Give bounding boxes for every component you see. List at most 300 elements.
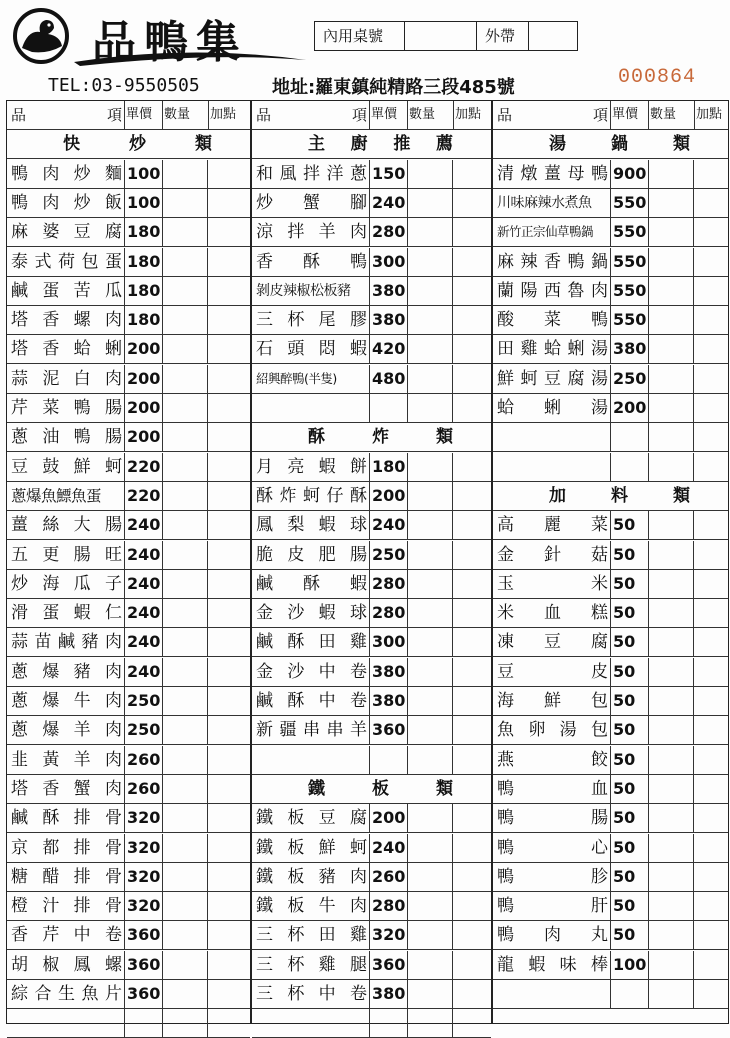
menu-item-price: 380	[370, 277, 408, 305]
extra-order-cell[interactable]	[453, 541, 491, 569]
extra-order-cell[interactable]	[453, 599, 491, 627]
menu-item-name	[493, 453, 611, 481]
extra-order-cell[interactable]	[208, 599, 250, 627]
quantity-cell[interactable]	[408, 394, 453, 422]
quantity-cell[interactable]	[649, 511, 694, 539]
extra-order-cell[interactable]	[208, 628, 250, 656]
extra-order-cell[interactable]	[453, 453, 491, 481]
quantity-cell[interactable]	[163, 570, 208, 598]
quantity-cell[interactable]	[163, 804, 208, 832]
menu-item-price: 200	[125, 335, 163, 363]
extra-order-cell[interactable]	[208, 863, 250, 891]
menu-item-row	[252, 599, 491, 628]
extra-order-cell[interactable]	[453, 658, 491, 686]
quantity-cell[interactable]	[649, 628, 694, 656]
menu-item-row	[7, 599, 250, 628]
extra-order-cell[interactable]	[694, 218, 728, 246]
extra-order-cell[interactable]	[453, 628, 491, 656]
extra-order-cell[interactable]	[208, 423, 250, 451]
extra-order-cell[interactable]	[208, 453, 250, 481]
menu-item-name: 韭 黃 羊 肉	[7, 746, 125, 774]
menu-item-price: 180	[125, 218, 163, 246]
extra-order-cell[interactable]	[694, 628, 728, 656]
menu-item-name	[7, 1009, 125, 1037]
menu-item-price: 180	[125, 248, 163, 276]
quantity-cell[interactable]	[163, 863, 208, 891]
menu-item-name: 三 杯 雞 腿	[252, 951, 370, 979]
quantity-cell[interactable]	[163, 511, 208, 539]
extra-order-cell[interactable]	[694, 599, 728, 627]
menu-item-name: 涼 拌 羊 肉	[252, 218, 370, 246]
extra-order-cell[interactable]	[694, 248, 728, 276]
extra-order-cell[interactable]	[453, 1009, 491, 1037]
extra-order-cell[interactable]	[453, 248, 491, 276]
menu-item-name: 米 血 糕	[493, 599, 611, 627]
quantity-cell[interactable]	[163, 834, 208, 862]
menu-item-price: 250	[370, 541, 408, 569]
quantity-cell[interactable]	[163, 160, 208, 188]
menu-item-price: 360	[370, 716, 408, 744]
menu-item-price: 150	[370, 160, 408, 188]
extra-order-cell[interactable]	[694, 687, 728, 715]
menu-item-name: 三 杯 中 卷	[252, 980, 370, 1008]
menu-item-row	[493, 863, 728, 892]
menu-item-name: 脆 皮 肥 腸	[252, 541, 370, 569]
quantity-cell[interactable]	[163, 423, 208, 451]
quantity-cell[interactable]	[649, 834, 694, 862]
quantity-cell[interactable]	[163, 482, 208, 510]
menu-item-name: 塔 香 蟹 肉	[7, 775, 125, 803]
extra-order-cell[interactable]	[208, 951, 250, 979]
menu-item-row	[493, 658, 728, 687]
menu-item-name: 和 風 拌 洋 蔥	[252, 160, 370, 188]
menu-item-name: 炒 海 瓜 子	[7, 570, 125, 598]
quantity-cell[interactable]	[649, 335, 694, 363]
menu-item-price: 200	[125, 365, 163, 393]
menu-item-price: 180	[370, 453, 408, 481]
quantity-cell[interactable]	[649, 248, 694, 276]
extra-order-cell[interactable]	[694, 453, 728, 481]
extra-order-cell[interactable]	[453, 570, 491, 598]
extra-order-cell[interactable]	[694, 541, 728, 569]
menu-item-name: 豆 皮	[493, 658, 611, 686]
quantity-cell[interactable]	[408, 1009, 453, 1037]
quantity-cell[interactable]	[408, 511, 453, 539]
extra-order-cell[interactable]	[694, 277, 728, 305]
menu-item-row	[7, 921, 250, 950]
quantity-cell[interactable]	[408, 863, 453, 891]
extra-order-cell[interactable]	[694, 394, 728, 422]
quantity-cell[interactable]	[408, 541, 453, 569]
quantity-cell[interactable]	[649, 189, 694, 217]
extra-order-cell[interactable]	[208, 482, 250, 510]
extra-order-cell[interactable]	[208, 306, 250, 334]
menu-column-2	[250, 101, 491, 1023]
menu-item-price: 900	[611, 160, 649, 188]
menu-item-name: 剝皮辣椒松板豬	[252, 277, 370, 305]
menu-item-price: 320	[125, 834, 163, 862]
extra-order-cell[interactable]	[208, 394, 250, 422]
menu-item-price: 50	[611, 863, 649, 891]
extra-order-cell[interactable]	[694, 160, 728, 188]
quantity-cell[interactable]	[163, 277, 208, 305]
extra-order-cell[interactable]	[453, 189, 491, 217]
quantity-cell[interactable]	[649, 306, 694, 334]
menu-item-price: 50	[611, 834, 649, 862]
menu-item-price: 320	[370, 921, 408, 949]
menu-item-row	[7, 775, 250, 804]
menu-item-row	[7, 980, 250, 1009]
extra-order-cell[interactable]	[208, 1009, 250, 1037]
quantity-cell[interactable]	[649, 716, 694, 744]
menu-item-row	[252, 160, 491, 189]
extra-order-cell[interactable]	[453, 746, 491, 774]
menu-item-name	[252, 746, 370, 774]
extra-order-cell[interactable]	[208, 511, 250, 539]
menu-item-name: 鴨 肝	[493, 892, 611, 920]
quantity-cell[interactable]	[408, 658, 453, 686]
menu-item-price: 200	[611, 394, 649, 422]
menu-item-name: 月 亮 蝦 餅	[252, 453, 370, 481]
order-serial-number: 000864	[618, 66, 697, 89]
quantity-cell[interactable]	[649, 863, 694, 891]
menu-item-row	[7, 423, 250, 452]
extra-order-cell[interactable]	[453, 892, 491, 920]
menu-item-row	[252, 834, 491, 863]
extra-order-cell[interactable]	[694, 834, 728, 862]
quantity-cell[interactable]	[649, 277, 694, 305]
menu-item-name: 香 芹 中 卷	[7, 921, 125, 949]
dine-in-label: 內用桌號	[315, 22, 405, 50]
menu-item-name: 胡 椒 鳳 螺	[7, 951, 125, 979]
menu-item-row	[252, 306, 491, 335]
menu-item-price: 180	[125, 306, 163, 334]
extra-order-cell[interactable]	[694, 863, 728, 891]
extra-order-cell[interactable]	[694, 306, 728, 334]
table-header-row	[493, 101, 728, 130]
menu-item-row	[493, 160, 728, 189]
quantity-cell[interactable]	[649, 160, 694, 188]
menu-item-price: 280	[370, 892, 408, 920]
quantity-cell[interactable]	[163, 541, 208, 569]
menu-item-row	[7, 687, 250, 716]
extra-order-cell[interactable]	[453, 160, 491, 188]
menu-item-name	[493, 423, 611, 451]
menu-item-price: 260	[125, 775, 163, 803]
quantity-cell[interactable]	[408, 365, 453, 393]
quantity-cell[interactable]	[408, 248, 453, 276]
extra-order-cell[interactable]	[453, 335, 491, 363]
quantity-cell[interactable]	[163, 335, 208, 363]
menu-item-row	[493, 921, 728, 950]
quantity-cell[interactable]	[163, 892, 208, 920]
menu-item-row	[252, 980, 491, 1009]
extra-order-cell[interactable]	[208, 892, 250, 920]
quantity-cell[interactable]	[163, 365, 208, 393]
quantity-cell[interactable]	[163, 1009, 208, 1037]
menu-item-name: 蔥 爆 羊 肉	[7, 716, 125, 744]
menu-item-price: 50	[611, 628, 649, 656]
extra-order-cell[interactable]	[208, 921, 250, 949]
extra-order-cell[interactable]	[694, 775, 728, 803]
quantity-cell[interactable]	[649, 687, 694, 715]
menu-item-name: 薑 絲 大 腸	[7, 511, 125, 539]
quantity-cell[interactable]	[408, 804, 453, 832]
menu-item-price: 50	[611, 599, 649, 627]
menu-item-price: 300	[370, 628, 408, 656]
quantity-cell[interactable]	[163, 218, 208, 246]
telephone: TEL:03-9550505	[48, 75, 200, 96]
menu-item-name: 五 更 腸 旺	[7, 541, 125, 569]
extra-order-cell[interactable]	[208, 570, 250, 598]
menu-item-row	[493, 365, 728, 394]
extra-order-cell[interactable]	[453, 951, 491, 979]
menu-column-3	[491, 101, 728, 1023]
menu-item-price: 200	[125, 423, 163, 451]
quantity-cell[interactable]	[408, 599, 453, 627]
extra-order-cell[interactable]	[694, 335, 728, 363]
extra-order-cell[interactable]	[694, 980, 728, 1008]
extra-order-cell[interactable]	[694, 892, 728, 920]
extra-order-cell[interactable]	[453, 863, 491, 891]
menu-item-name: 酸 菜 鴨	[493, 306, 611, 334]
menu-item-row	[7, 892, 250, 921]
menu-item-name: 蘭 陽 西 魯 肉	[493, 277, 611, 305]
menu-item-row	[493, 951, 728, 980]
menu-item-price: 380	[370, 306, 408, 334]
menu-item-price: 240	[370, 834, 408, 862]
quantity-cell[interactable]	[408, 951, 453, 979]
menu-item-price: 240	[125, 628, 163, 656]
quantity-cell[interactable]	[163, 951, 208, 979]
quantity-cell[interactable]	[408, 716, 453, 744]
menu-item-price: 260	[370, 863, 408, 891]
extra-order-cell[interactable]	[208, 541, 250, 569]
quantity-cell[interactable]	[649, 541, 694, 569]
quantity-cell[interactable]	[163, 306, 208, 334]
quantity-cell[interactable]	[649, 218, 694, 246]
extra-order-cell[interactable]	[694, 658, 728, 686]
extra-order-cell[interactable]	[208, 277, 250, 305]
blank-row	[7, 1009, 250, 1038]
menu-item-name: 鴨 心	[493, 834, 611, 862]
quantity-cell[interactable]	[408, 160, 453, 188]
menu-item-name: 塔 香 螺 肉	[7, 306, 125, 334]
extra-order-cell[interactable]	[208, 248, 250, 276]
extra-order-cell[interactable]	[453, 980, 491, 1008]
quantity-cell[interactable]	[408, 687, 453, 715]
quantity-cell[interactable]	[408, 570, 453, 598]
quantity-cell[interactable]	[408, 628, 453, 656]
menu-item-name: 紹興醉鴨(半隻)	[252, 365, 370, 393]
quantity-cell[interactable]	[163, 189, 208, 217]
extra-order-cell[interactable]	[208, 189, 250, 217]
quantity-cell[interactable]	[163, 248, 208, 276]
extra-order-cell[interactable]	[208, 365, 250, 393]
extra-order-cell[interactable]	[694, 746, 728, 774]
extra-order-cell[interactable]	[694, 951, 728, 979]
menu-item-row	[7, 160, 250, 189]
quantity-cell[interactable]	[408, 335, 453, 363]
section-heading: 酥 炸 類	[252, 423, 491, 452]
extra-order-cell[interactable]	[694, 511, 728, 539]
extra-order-cell[interactable]	[453, 834, 491, 862]
quantity-cell[interactable]	[649, 453, 694, 481]
extra-order-cell[interactable]	[453, 804, 491, 832]
quantity-cell[interactable]	[163, 628, 208, 656]
table-number-field[interactable]	[405, 22, 477, 50]
menu-item-price: 200	[370, 482, 408, 510]
quantity-cell[interactable]	[649, 658, 694, 686]
section-heading: 快 炒 類	[7, 130, 250, 159]
quantity-cell[interactable]	[163, 658, 208, 686]
menu-item-price: 320	[125, 804, 163, 832]
extra-order-cell[interactable]	[694, 921, 728, 949]
menu-order-sheet	[6, 100, 729, 1024]
quantity-cell[interactable]	[163, 775, 208, 803]
quantity-cell[interactable]	[408, 453, 453, 481]
quantity-cell[interactable]	[163, 599, 208, 627]
extra-order-cell[interactable]	[453, 365, 491, 393]
menu-item-row	[7, 248, 250, 277]
menu-item-name: 滑 蛋 蝦 仁	[7, 599, 125, 627]
extra-order-cell[interactable]	[453, 394, 491, 422]
menu-item-name: 清 燉 薑 母 鴨	[493, 160, 611, 188]
brand-name: 品鴨集	[92, 17, 248, 68]
extra-order-cell[interactable]	[208, 834, 250, 862]
extra-order-cell[interactable]	[208, 160, 250, 188]
quantity-cell[interactable]	[408, 306, 453, 334]
extra-order-cell[interactable]	[208, 218, 250, 246]
menu-item-name: 海 鮮 包	[493, 687, 611, 715]
header-item: 品 項	[7, 101, 125, 129]
menu-item-name: 石 頭 悶 蝦	[252, 335, 370, 363]
menu-item-name: 蔥 爆 豬 肉	[7, 658, 125, 686]
menu-item-name: 新 疆 串 串 羊	[252, 716, 370, 744]
quantity-cell[interactable]	[649, 921, 694, 949]
menu-item-name: 田 雞 蛤 蜊 湯	[493, 335, 611, 363]
menu-item-name: 鐵 板 豬 肉	[252, 863, 370, 891]
extra-order-cell[interactable]	[453, 218, 491, 246]
quantity-cell[interactable]	[163, 687, 208, 715]
header-extra-order: 加點	[210, 107, 237, 122]
quantity-cell[interactable]	[408, 921, 453, 949]
quantity-cell[interactable]	[649, 599, 694, 627]
extra-order-cell[interactable]	[453, 277, 491, 305]
header-price: 單價	[611, 101, 649, 129]
menu-item-price: 220	[125, 482, 163, 510]
menu-item-name: 魚 卵 湯 包	[493, 716, 611, 744]
quantity-cell[interactable]	[649, 980, 694, 1008]
menu-item-name: 蔥爆魚鰾魚蛋	[7, 482, 125, 510]
menu-item-row	[7, 335, 250, 364]
quantity-cell[interactable]	[649, 570, 694, 598]
extra-order-cell[interactable]	[694, 423, 728, 451]
quantity-cell[interactable]	[649, 423, 694, 451]
quantity-cell[interactable]	[408, 834, 453, 862]
menu-item-name: 鐵 板 牛 肉	[252, 892, 370, 920]
menu-item-row	[252, 511, 491, 540]
menu-item-row	[252, 335, 491, 364]
extra-order-cell[interactable]	[694, 570, 728, 598]
quantity-cell[interactable]	[649, 365, 694, 393]
quantity-cell[interactable]	[408, 189, 453, 217]
extra-order-cell[interactable]	[694, 804, 728, 832]
menu-item-row	[252, 628, 491, 657]
menu-item-price: 50	[611, 892, 649, 920]
quantity-cell[interactable]	[408, 277, 453, 305]
extra-order-cell[interactable]	[453, 716, 491, 744]
menu-item-price: 50	[611, 775, 649, 803]
extra-order-cell[interactable]	[453, 482, 491, 510]
menu-item-row	[252, 804, 491, 833]
extra-order-cell[interactable]	[208, 746, 250, 774]
menu-item-name	[252, 394, 370, 422]
takeout-field[interactable]	[529, 22, 577, 50]
menu-item-name: 豆 鼓 鮮 蚵	[7, 453, 125, 481]
extra-order-cell[interactable]	[208, 716, 250, 744]
menu-item-row	[493, 628, 728, 657]
quantity-cell[interactable]	[408, 218, 453, 246]
menu-item-price	[611, 453, 649, 481]
extra-order-cell[interactable]	[208, 687, 250, 715]
extra-order-cell[interactable]	[208, 775, 250, 803]
quantity-cell[interactable]	[408, 746, 453, 774]
menu-item-name: 金 沙 蝦 球	[252, 599, 370, 627]
header-price: 單價	[125, 101, 163, 129]
quantity-cell[interactable]	[163, 921, 208, 949]
quantity-cell[interactable]	[649, 746, 694, 774]
extra-order-cell[interactable]	[453, 921, 491, 949]
quantity-cell[interactable]	[649, 951, 694, 979]
extra-order-cell[interactable]	[208, 658, 250, 686]
quantity-cell[interactable]	[163, 394, 208, 422]
menu-item-name: 金 沙 中 卷	[252, 658, 370, 686]
extra-order-cell[interactable]	[208, 335, 250, 363]
menu-item-price: 100	[125, 189, 163, 217]
menu-item-price: 240	[125, 511, 163, 539]
quantity-cell[interactable]	[408, 980, 453, 1008]
menu-item-price: 240	[125, 570, 163, 598]
extra-order-cell[interactable]	[694, 189, 728, 217]
quantity-cell[interactable]	[649, 775, 694, 803]
header-extra-order: 加點	[696, 107, 723, 122]
extra-order-cell[interactable]	[694, 365, 728, 393]
menu-item-row	[493, 511, 728, 540]
quantity-cell[interactable]	[163, 980, 208, 1008]
extra-order-cell[interactable]	[453, 687, 491, 715]
quantity-cell[interactable]	[408, 892, 453, 920]
duck-logo-icon	[8, 8, 74, 64]
menu-item-name: 鹹 酥 中 卷	[252, 687, 370, 715]
quantity-cell[interactable]	[649, 394, 694, 422]
quantity-cell[interactable]	[163, 716, 208, 744]
menu-item-name: 鴨 肉 丸	[493, 921, 611, 949]
extra-order-cell[interactable]	[694, 716, 728, 744]
menu-item-name: 燕 餃	[493, 746, 611, 774]
quantity-cell[interactable]	[649, 804, 694, 832]
extra-order-cell[interactable]	[208, 980, 250, 1008]
menu-item-price	[370, 394, 408, 422]
extra-order-cell[interactable]	[453, 511, 491, 539]
quantity-cell[interactable]	[408, 482, 453, 510]
quantity-cell[interactable]	[649, 892, 694, 920]
menu-item-name: 鴨 腸	[493, 804, 611, 832]
extra-order-cell[interactable]	[208, 804, 250, 832]
quantity-cell[interactable]	[163, 746, 208, 774]
extra-order-cell[interactable]	[453, 306, 491, 334]
quantity-cell[interactable]	[163, 453, 208, 481]
